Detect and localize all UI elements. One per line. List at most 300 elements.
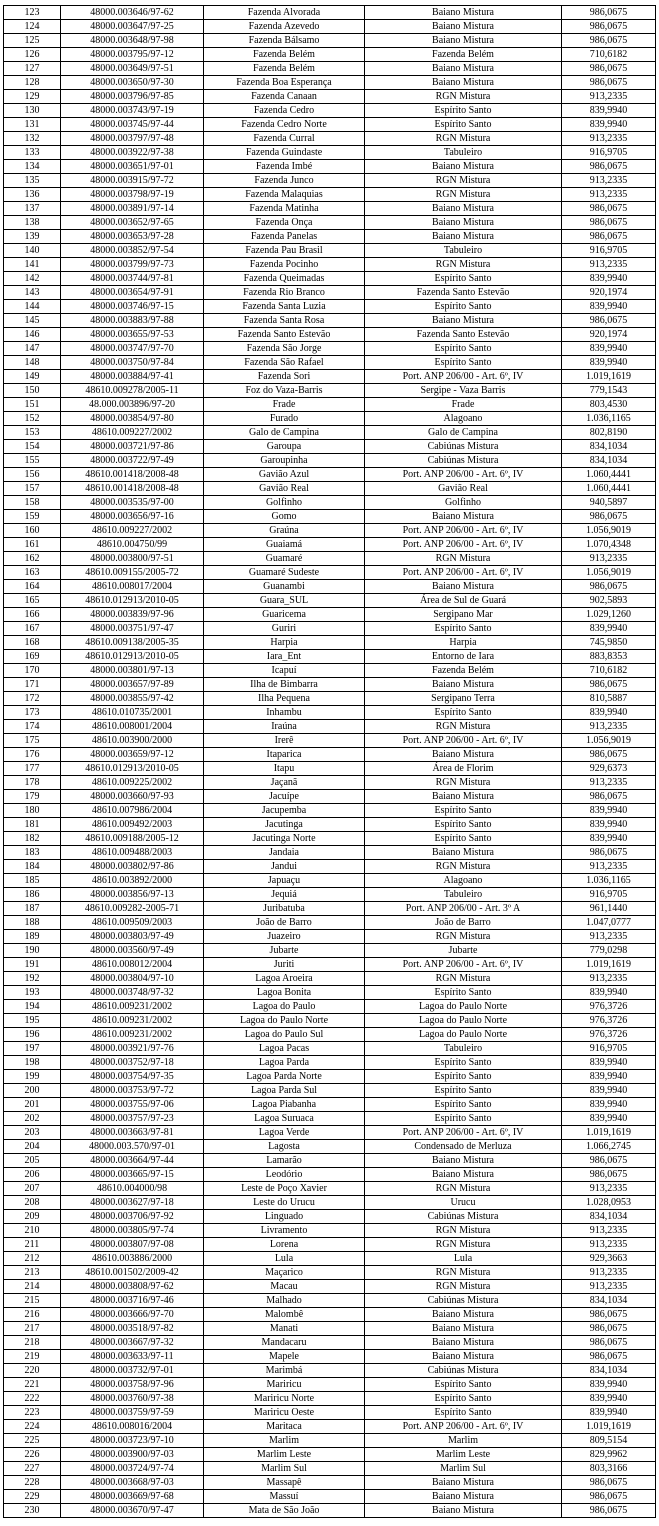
row-number-cell: 230 [4,1504,61,1518]
field-name-cell: Fazenda Pocinho [204,258,365,272]
field-name-cell: Mandacaru [204,1336,365,1350]
process-number-cell: 48610.009509/2003 [61,916,204,930]
process-number-cell: 48000.003663/97-81 [61,1126,204,1140]
price-value-cell: 834,1034 [562,1364,656,1378]
row-number-cell: 134 [4,160,61,174]
reference-oil-cell: Espírito Santo [365,706,562,720]
price-value-cell: 839,9940 [562,818,656,832]
field-name-cell: Irerê [204,734,365,748]
price-value-cell: 916,9705 [562,244,656,258]
process-number-cell: 48000.003900/97-03 [61,1448,204,1462]
price-value-cell: 913,2335 [562,930,656,944]
row-number-cell: 196 [4,1028,61,1042]
price-value-cell: 986,0675 [562,34,656,48]
field-name-cell: Lagoa Bonita [204,986,365,1000]
row-number-cell: 209 [4,1210,61,1224]
reference-oil-cell: Espírito Santo [365,1406,562,1420]
field-name-cell: Fazenda São Rafael [204,356,365,370]
reference-oil-cell: RGN Mistura [365,776,562,790]
field-name-cell: Ilha de Bimbarra [204,678,365,692]
row-number-cell: 203 [4,1126,61,1140]
process-number-cell: 48000.003797/97-48 [61,132,204,146]
table-row [4,1490,656,1504]
reference-oil-cell: Cabiúnas Mistura [365,1294,562,1308]
reference-oil-cell: Baiano Mistura [365,748,562,762]
table-row [4,902,656,916]
row-number-cell: 186 [4,888,61,902]
process-number-cell: 48000.003654/97-91 [61,286,204,300]
field-name-cell: Galo de Campina [204,426,365,440]
row-number-cell: 214 [4,1280,61,1294]
reference-oil-cell: RGN Mistura [365,860,562,874]
row-number-cell: 174 [4,720,61,734]
field-name-cell: Fazenda Onça [204,216,365,230]
row-number-cell: 222 [4,1392,61,1406]
field-name-cell: Fazenda Santa Rosa [204,314,365,328]
row-number-cell: 223 [4,1406,61,1420]
price-value-cell: 839,9940 [562,1112,656,1126]
reference-oil-cell: Área de Florim [365,762,562,776]
field-name-cell: Lagoa do Paulo [204,1000,365,1014]
row-number-cell: 145 [4,314,61,328]
price-value-cell: 916,9705 [562,888,656,902]
price-value-cell: 710,6182 [562,48,656,62]
reference-oil-cell: Alagoano [365,412,562,426]
table-row [4,1476,656,1490]
row-number-cell: 147 [4,342,61,356]
table-row [4,846,656,860]
field-name-cell: Leodório [204,1168,365,1182]
process-number-cell: 48000.003921/97-76 [61,1042,204,1056]
process-number-cell: 48610.009225/2002 [61,776,204,790]
field-name-cell: Macau [204,1280,365,1294]
row-number-cell: 211 [4,1238,61,1252]
reference-oil-cell: Entorno de Iara [365,650,562,664]
row-number-cell: 124 [4,20,61,34]
reference-oil-cell: Baiano Mistura [365,1350,562,1364]
price-value-cell: 1.036,1165 [562,412,656,426]
process-number-cell: 48610.009492/2003 [61,818,204,832]
table-row [4,482,656,496]
process-number-cell: 48610.009231/2002 [61,1000,204,1014]
row-number-cell: 170 [4,664,61,678]
row-number-cell: 207 [4,1182,61,1196]
price-value-cell: 803,3166 [562,1462,656,1476]
reference-oil-cell: Cabiúnas Mistura [365,454,562,468]
table-row [4,48,656,62]
reference-oil-cell: Baiano Mistura [365,1308,562,1322]
process-number-cell: 48000.003649/97-51 [61,62,204,76]
row-number-cell: 216 [4,1308,61,1322]
row-number-cell: 127 [4,62,61,76]
row-number-cell: 179 [4,790,61,804]
row-number-cell: 159 [4,510,61,524]
row-number-cell: 195 [4,1014,61,1028]
table-row [4,1168,656,1182]
table-row [4,678,656,692]
field-name-cell: Guamaré [204,552,365,566]
row-number-cell: 151 [4,398,61,412]
field-name-cell: Fazenda Matinha [204,202,365,216]
field-name-cell: Fazenda Malaquias [204,188,365,202]
reference-oil-cell: João de Barro [365,916,562,930]
reference-oil-cell: Espírito Santo [365,356,562,370]
table-row [4,370,656,384]
field-name-cell: Lamarão [204,1154,365,1168]
price-value-cell: 829,9962 [562,1448,656,1462]
price-value-cell: 986,0675 [562,1322,656,1336]
row-number-cell: 176 [4,748,61,762]
reference-oil-cell: Espírito Santo [365,118,562,132]
field-name-cell: Lagoa Pacas [204,1042,365,1056]
price-value-cell: 1.019,1619 [562,1420,656,1434]
field-name-cell: Gomo [204,510,365,524]
price-value-cell: 913,2335 [562,776,656,790]
row-number-cell: 139 [4,230,61,244]
price-value-cell: 986,0675 [562,314,656,328]
row-number-cell: 204 [4,1140,61,1154]
price-value-cell: 986,0675 [562,1490,656,1504]
process-number-cell: 48610.012913/2010-05 [61,594,204,608]
table-row [4,216,656,230]
row-number-cell: 187 [4,902,61,916]
process-number-cell: 48000.003839/97-96 [61,608,204,622]
reference-oil-cell: Baiano Mistura [365,314,562,328]
process-number-cell: 48610.009227/2002 [61,426,204,440]
reference-oil-cell: RGN Mistura [365,1224,562,1238]
table-row [4,692,656,706]
price-value-cell: 986,0675 [562,62,656,76]
field-name-cell: Juazeiro [204,930,365,944]
row-number-cell: 185 [4,874,61,888]
price-value-cell: 834,1034 [562,1210,656,1224]
table-row [4,916,656,930]
price-value-cell: 976,3726 [562,1014,656,1028]
field-name-cell: Fazenda Belém [204,62,365,76]
price-value-cell: 1.060,4441 [562,468,656,482]
process-number-cell: 48000.003891/97-14 [61,202,204,216]
process-number-cell: 48610.009231/2002 [61,1028,204,1042]
table-row [4,412,656,426]
table-row [4,580,656,594]
field-name-cell: Guamaré Sudeste [204,566,365,580]
process-number-cell: 48000.003752/97-18 [61,1056,204,1070]
reference-oil-cell: Port. ANP 206/00 - Art. 6º, IV [365,566,562,580]
field-name-cell: Fazenda Bálsamo [204,34,365,48]
table-row [4,230,656,244]
field-name-cell: Jacuípe [204,790,365,804]
row-number-cell: 160 [4,524,61,538]
process-number-cell: 48610.004000/98 [61,1182,204,1196]
reference-oil-cell: Cabiúnas Mistura [365,1210,562,1224]
process-number-cell: 48000.003796/97-85 [61,90,204,104]
process-number-cell: 48000.003883/97-88 [61,314,204,328]
price-value-cell: 809,5154 [562,1434,656,1448]
process-number-cell: 48610.001502/2009-42 [61,1266,204,1280]
process-number-cell: 48000.003852/97-54 [61,244,204,258]
process-number-cell: 48000.003805/97-74 [61,1224,204,1238]
price-value-cell: 986,0675 [562,1154,656,1168]
field-name-cell: Fazenda Guindaste [204,146,365,160]
reference-oil-cell: RGN Mistura [365,1182,562,1196]
process-number-cell: 48000.003666/97-70 [61,1308,204,1322]
field-name-cell: Leste de Poço Xavier [204,1182,365,1196]
table-row [4,146,656,160]
field-name-cell: Garoupinha [204,454,365,468]
row-number-cell: 149 [4,370,61,384]
row-number-cell: 136 [4,188,61,202]
process-number-cell: 48610.008012/2004 [61,958,204,972]
process-number-cell: 48000.003724/97-74 [61,1462,204,1476]
reference-oil-cell: Fazenda Santo Estevão [365,328,562,342]
table-row [4,1126,656,1140]
price-value-cell: 1.028,0953 [562,1196,656,1210]
field-name-cell: Maçarico [204,1266,365,1280]
row-number-cell: 128 [4,76,61,90]
table-row [4,734,656,748]
price-value-cell: 986,0675 [562,1504,656,1518]
field-name-cell: Malombê [204,1308,365,1322]
process-number-cell: 48000.003800/97-51 [61,552,204,566]
process-number-cell: 48000.003518/97-82 [61,1322,204,1336]
price-value-cell: 1.029,1260 [562,608,656,622]
row-number-cell: 191 [4,958,61,972]
row-number-cell: 188 [4,916,61,930]
price-value-cell: 839,9940 [562,342,656,356]
reference-oil-cell: Port. ANP 206/00 - Art. 6º, IV [365,1126,562,1140]
field-name-cell: Jandui [204,860,365,874]
reference-oil-cell: Fazenda Belém [365,664,562,678]
table-row [4,706,656,720]
process-number-cell: 48000.003808/97-62 [61,1280,204,1294]
row-number-cell: 190 [4,944,61,958]
process-number-cell: 48000.003759/97-59 [61,1406,204,1420]
field-name-cell: Leste do Urucu [204,1196,365,1210]
process-number-cell: 48000.003801/97-13 [61,664,204,678]
table-row [4,1336,656,1350]
row-number-cell: 213 [4,1266,61,1280]
process-number-cell: 48610.008017/2004 [61,580,204,594]
price-value-cell: 913,2335 [562,90,656,104]
row-number-cell: 229 [4,1490,61,1504]
process-number-cell: 48000.003757/97-23 [61,1112,204,1126]
field-name-cell: Fazenda Canaan [204,90,365,104]
reference-oil-cell: Tabuleiro [365,1042,562,1056]
row-number-cell: 199 [4,1070,61,1084]
row-number-cell: 177 [4,762,61,776]
process-number-cell: 48000.003667/97-32 [61,1336,204,1350]
field-name-cell: Fazenda Boa Esperança [204,76,365,90]
price-value-cell: 834,1034 [562,440,656,454]
table-row [4,1140,656,1154]
field-name-cell: Jacupemba [204,804,365,818]
reference-oil-cell: Sergipe - Vaza Barris [365,384,562,398]
reference-oil-cell: Espírito Santo [365,818,562,832]
reference-oil-cell: Port. ANP 206/00 - Art. 3º A [365,902,562,916]
row-number-cell: 153 [4,426,61,440]
field-name-cell: Foz do Vaza-Barris [204,384,365,398]
field-name-cell: Marlim Leste [204,1448,365,1462]
row-number-cell: 220 [4,1364,61,1378]
process-number-cell: 48000.003.570/97-01 [61,1140,204,1154]
field-name-cell: Japuaçu [204,874,365,888]
price-value-cell: 834,1034 [562,454,656,468]
process-number-cell: 48000.003721/97-86 [61,440,204,454]
field-name-cell: Linguado [204,1210,365,1224]
table-row [4,328,656,342]
price-value-cell: 779,0298 [562,944,656,958]
fields-table-body [4,6,656,1518]
table-row [4,1406,656,1420]
price-value-cell: 913,2335 [562,720,656,734]
table-row [4,1028,656,1042]
process-number-cell: 48000.003751/97-47 [61,622,204,636]
table-row [4,314,656,328]
field-name-cell: Graúna [204,524,365,538]
process-number-cell: 48000.003723/97-10 [61,1434,204,1448]
process-number-cell: 48000.003807/97-08 [61,1238,204,1252]
field-name-cell: Mariricu [204,1378,365,1392]
process-number-cell: 48610.009488/2003 [61,846,204,860]
process-number-cell: 48610.009138/2005-35 [61,636,204,650]
table-row [4,174,656,188]
row-number-cell: 146 [4,328,61,342]
table-row [4,104,656,118]
table-row [4,832,656,846]
table-row [4,6,656,20]
row-number-cell: 178 [4,776,61,790]
table-row [4,440,656,454]
table-row [4,1000,656,1014]
table-row [4,468,656,482]
table-row [4,300,656,314]
table-row [4,1224,656,1238]
field-name-cell: Manati [204,1322,365,1336]
row-number-cell: 156 [4,468,61,482]
table-row [4,888,656,902]
price-value-cell: 1.019,1619 [562,1126,656,1140]
field-name-cell: Lula [204,1252,365,1266]
price-value-cell: 913,2335 [562,860,656,874]
price-value-cell: 1.047,0777 [562,916,656,930]
reference-oil-cell: RGN Mistura [365,972,562,986]
price-value-cell: 986,0675 [562,230,656,244]
field-name-cell: Harpia [204,636,365,650]
reference-oil-cell: Harpia [365,636,562,650]
table-row [4,188,656,202]
price-value-cell: 986,0675 [562,20,656,34]
field-name-cell: Lorena [204,1238,365,1252]
field-name-cell: Lagoa Parda [204,1056,365,1070]
field-name-cell: Juribatuba [204,902,365,916]
price-value-cell: 1.019,1619 [562,370,656,384]
row-number-cell: 200 [4,1084,61,1098]
price-value-cell: 745,9850 [562,636,656,650]
row-number-cell: 180 [4,804,61,818]
price-value-cell: 986,0675 [562,580,656,594]
process-number-cell: 48610.003892/2000 [61,874,204,888]
row-number-cell: 165 [4,594,61,608]
table-row [4,160,656,174]
row-number-cell: 137 [4,202,61,216]
process-number-cell: 48000.003650/97-30 [61,76,204,90]
process-number-cell: 48610.009231/2002 [61,1014,204,1028]
reference-oil-cell: RGN Mistura [365,188,562,202]
table-row [4,1182,656,1196]
row-number-cell: 210 [4,1224,61,1238]
row-number-cell: 201 [4,1098,61,1112]
reference-oil-cell: RGN Mistura [365,720,562,734]
process-number-cell: 48610.003900/2000 [61,734,204,748]
field-name-cell: Fazenda Belém [204,48,365,62]
price-value-cell: 839,9940 [562,300,656,314]
price-value-cell: 913,2335 [562,1280,656,1294]
field-name-cell: Golfinho [204,496,365,510]
process-number-cell: 48000.003745/97-44 [61,118,204,132]
row-number-cell: 163 [4,566,61,580]
process-number-cell: 48000.003633/97-11 [61,1350,204,1364]
field-name-cell: Fazenda Pau Brasil [204,244,365,258]
reference-oil-cell: RGN Mistura [365,258,562,272]
table-row [4,1392,656,1406]
row-number-cell: 217 [4,1322,61,1336]
table-row [4,650,656,664]
table-row [4,1448,656,1462]
field-name-cell: Fazenda São Jorge [204,342,365,356]
field-name-cell: Fazenda Rio Branco [204,286,365,300]
field-name-cell: Itaparica [204,748,365,762]
table-row [4,524,656,538]
row-number-cell: 142 [4,272,61,286]
reference-oil-cell: Alagoano [365,874,562,888]
price-value-cell: 839,9940 [562,1084,656,1098]
table-row [4,1420,656,1434]
process-number-cell: 48000.003803/97-49 [61,930,204,944]
price-value-cell: 929,6373 [562,762,656,776]
table-row [4,594,656,608]
process-number-cell: 48000.003669/97-68 [61,1490,204,1504]
price-value-cell: 986,0675 [562,202,656,216]
table-row [4,1098,656,1112]
process-number-cell: 48000.003647/97-25 [61,20,204,34]
process-number-cell: 48000.003884/97-41 [61,370,204,384]
reference-oil-cell: Espírito Santo [365,1392,562,1406]
field-name-cell: Massuí [204,1490,365,1504]
table-row [4,118,656,132]
field-name-cell: Fazenda Sori [204,370,365,384]
process-number-cell: 48000.003799/97-73 [61,258,204,272]
field-name-cell: Mata de São João [204,1504,365,1518]
price-value-cell: 986,0675 [562,6,656,20]
reference-oil-cell: Galo de Campina [365,426,562,440]
price-value-cell: 940,5897 [562,496,656,510]
reference-oil-cell: Espírito Santo [365,986,562,1000]
table-row [4,1070,656,1084]
field-name-cell: Jubarte [204,944,365,958]
table-row [4,202,656,216]
field-name-cell: Jacutinga Norte [204,832,365,846]
reference-oil-cell: Baiano Mistura [365,510,562,524]
table-row [4,622,656,636]
process-number-cell: 48.000.003896/97-20 [61,398,204,412]
table-row [4,1280,656,1294]
reference-oil-cell: Espírito Santo [365,1084,562,1098]
field-name-cell: Frade [204,398,365,412]
field-name-cell: Jaçanã [204,776,365,790]
row-number-cell: 152 [4,412,61,426]
price-value-cell: 1.036,1165 [562,874,656,888]
price-value-cell: 1.066,2745 [562,1140,656,1154]
